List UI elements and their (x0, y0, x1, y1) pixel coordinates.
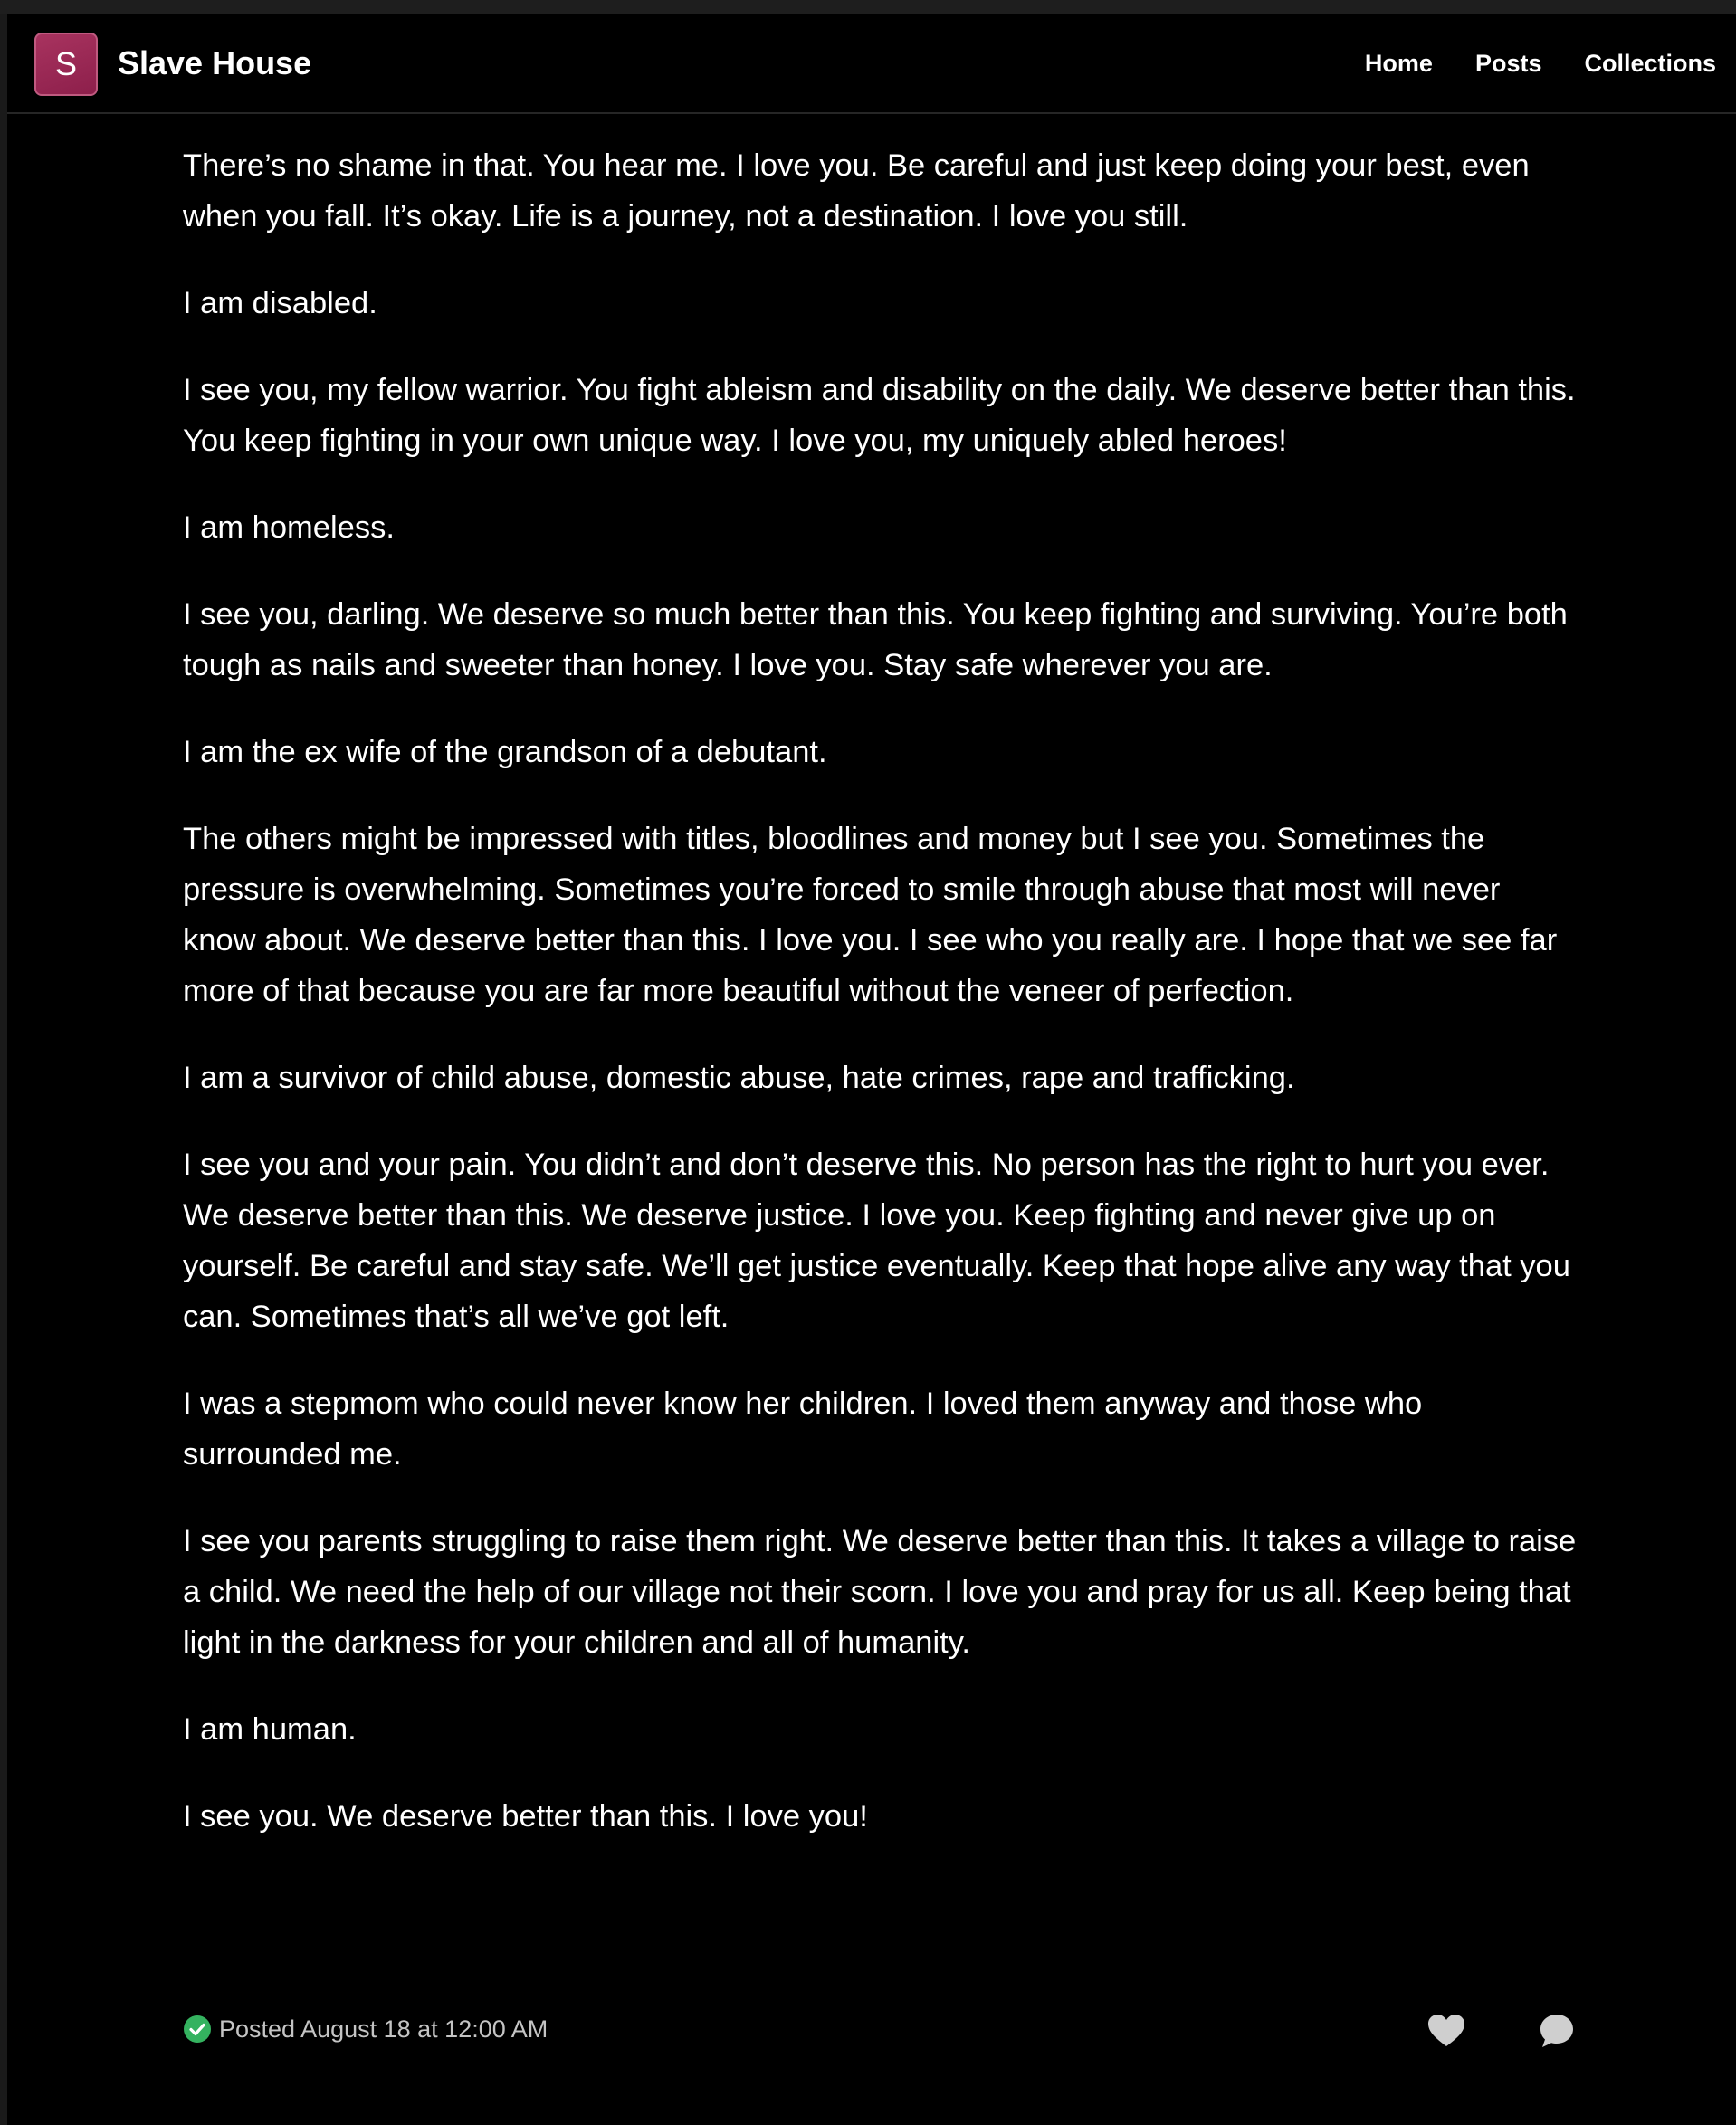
logo-letter: S (54, 45, 77, 82)
post-actions (1426, 2011, 1577, 2051)
site-logo[interactable] (34, 33, 98, 96)
post-paragraph: I see you, my fellow warrior. You fight ableism and disability on the daily. We deserve better than this. You keep fighting in your own unique way. I love you, my uniquely abled heroes! (183, 373, 1576, 458)
site-header (7, 14, 1736, 114)
posted-info (183, 2013, 548, 2045)
comment-button[interactable] (1537, 2011, 1577, 2051)
post-paragraph: I am human. (183, 1712, 357, 1747)
post-footer (183, 2011, 1577, 2051)
post-paragraph: There’s no shame in that. You hear me. I love you. Be careful and just keep doing your best, even when you fall. It’s okay. Life is a journey, not a destination. I love you still. (183, 148, 1530, 233)
post-paragraph: I am disabled. (183, 286, 377, 320)
nav-home-link[interactable]: Home (1364, 50, 1433, 77)
check-circle-icon (183, 2015, 212, 2044)
post-paragraph: I see you and your pain. You didn’t and don’t deserve this. No person has the right to hurt you ever. We deserve better than this. We deserve justice. I love you. Keep fighting and never give up on yourself. Be careful and stay safe. We’ll get justice eventually. Keep that hope alive any way that you can. Sometimes that’s all we’ve got left. (183, 1148, 1570, 1334)
post-paragraph: I see you. We deserve better than this. I love you! (183, 1799, 868, 1834)
posted-date: Posted August 18 at 12:00 AM (219, 2015, 548, 2043)
nav-collections-link[interactable]: Collections (1584, 50, 1716, 77)
post-paragraph: I am a survivor of child abuse, domestic abuse, hate crimes, rape and trafficking. (183, 1061, 1295, 1095)
post-paragraph: I was a stepmom who could never know her children. I loved them anyway and those who surrounded me. (183, 1386, 1423, 1472)
browser-top-strip (0, 0, 1736, 14)
main-nav (1365, 47, 1716, 80)
window-left-edge (0, 14, 7, 2125)
post-paragraph: I see you, darling. We deserve so much better than this. You keep fighting and surviving. You’re both tough as nails and sweeter than honey. I love you. Stay safe wherever you are. (183, 597, 1568, 682)
post-paragraph: I see you parents struggling to raise them right. We deserve better than this. It takes a village to raise a child. We need the help of our village not their scorn. I love you and pray for us all. Keep being that light in the darkness for your children and all of humanity. (183, 1524, 1577, 1660)
post-paragraph: The others might be impressed with titles, bloodlines and money but I see you. Sometimes the pressure is overwhelming. Sometimes you’re forced to smile through abuse that most will never know about. We deserve better than this. I love you. I see who you really are. I hope that we see far more of that because you are far more beautiful without the veneer of perfection. (183, 822, 1558, 1008)
heart-icon (1427, 2014, 1465, 2048)
nav-posts-link[interactable]: Posts (1474, 50, 1542, 77)
post-paragraph: I am the ex wife of the grandson of a debutant. (183, 735, 827, 769)
post-body (183, 140, 1577, 1878)
post-paragraph: I am homeless. (183, 510, 395, 545)
site-title[interactable]: Slave House (118, 44, 312, 81)
like-button[interactable] (1426, 2011, 1466, 2051)
comment-icon (1539, 2013, 1575, 2049)
